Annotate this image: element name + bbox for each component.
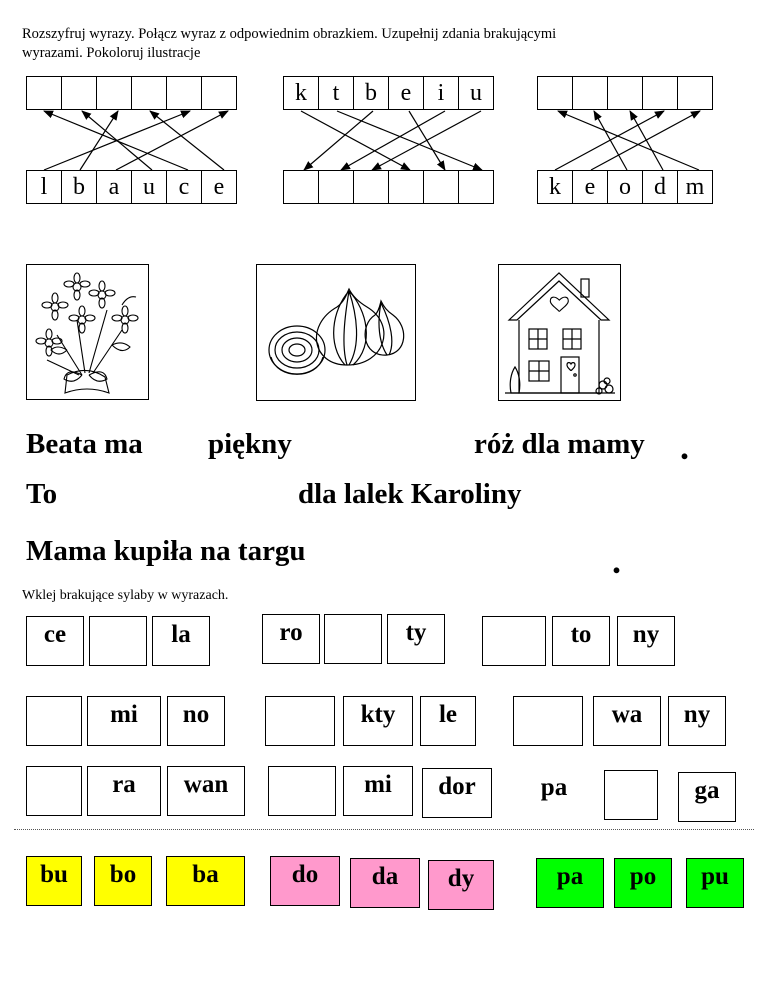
arrow (372, 111, 481, 170)
syllable-box: ga (678, 772, 736, 822)
sticker-yellow[interactable]: bu (26, 856, 82, 906)
arrow (558, 111, 699, 170)
sentence-1-period: . (680, 427, 689, 467)
sentence-1-part-b: piękny (208, 428, 292, 460)
syllable-box: ro (262, 614, 320, 664)
sticker-pink[interactable]: da (350, 858, 420, 908)
letter-cell: d (642, 170, 678, 204)
sentence-2-part-b: dla lalek Karoliny (298, 478, 522, 510)
sticker-green[interactable]: po (614, 858, 672, 908)
syllable-box: le (420, 696, 476, 746)
letter-cell: c (166, 170, 202, 204)
letter-cell: b (353, 76, 389, 110)
letter-cell: m (677, 170, 713, 204)
letter-cell: e (572, 170, 608, 204)
syllable-slot[interactable] (26, 696, 82, 746)
house-picture[interactable] (498, 264, 621, 401)
house-icon (499, 265, 620, 400)
syllable-instruction: Wklej brakujące sylaby w wyrazach. (22, 588, 229, 603)
letter-cell: a (96, 170, 132, 204)
sticker-yellow[interactable]: bo (94, 856, 152, 906)
instruction-line-2: wyrazami. Pokoloruj ilustracje (22, 45, 201, 61)
letter-cell: e (388, 76, 424, 110)
letter-cell: o (607, 170, 643, 204)
bouquet-icon (27, 265, 148, 399)
onions-picture[interactable] (256, 264, 416, 401)
arrow (150, 111, 224, 170)
syllable-slot[interactable] (324, 614, 382, 664)
letter-cell: b (61, 170, 97, 204)
syllable-box: ra (87, 766, 161, 816)
letter-cell: l (26, 170, 62, 204)
letter-cell: u (458, 76, 494, 110)
sentence-2-part-a: To (26, 478, 58, 510)
syllable-slot[interactable] (513, 696, 583, 746)
syllable-box: to (552, 616, 610, 666)
syllable-box: kty (343, 696, 413, 746)
onion-icon (257, 265, 415, 400)
sentence-3-part-a: Mama kupiła na targu (26, 535, 306, 567)
cut-line (14, 829, 754, 830)
letter-cell: i (423, 76, 459, 110)
letter-cell: u (131, 170, 167, 204)
arrow (304, 111, 373, 170)
connection-arrows (0, 0, 768, 215)
syllable-slot[interactable] (604, 770, 658, 820)
sticker-green[interactable]: pu (686, 858, 744, 908)
sentence-3-period: . (612, 541, 621, 581)
syllable-slot[interactable] (265, 696, 335, 746)
syllable-box: la (152, 616, 210, 666)
syllable-box: dor (422, 768, 492, 818)
syllable-box: ny (617, 616, 675, 666)
syllable-box: no (167, 696, 225, 746)
bouquet-picture[interactable] (26, 264, 149, 400)
sticker-pink[interactable]: dy (428, 860, 494, 910)
instruction-line-1: Rozszyfruj wyrazy. Połącz wyraz z odpowiednim obrazkiem. Uzupełnij zdania brakującymi (22, 26, 557, 42)
syllable-box: wan (167, 766, 245, 816)
sentence-1-part-a: Beata ma (26, 428, 143, 460)
arrow (337, 111, 482, 170)
letter-cell: k (537, 170, 573, 204)
sticker-yellow[interactable]: ba (166, 856, 245, 906)
syllable-slot[interactable] (89, 616, 147, 666)
syllable-box: ty (387, 614, 445, 664)
sticker-pink[interactable]: do (270, 856, 340, 906)
syllable-slot[interactable] (26, 766, 82, 816)
arrow (80, 111, 118, 170)
syllable-box: mi (343, 766, 413, 816)
arrow (555, 111, 664, 170)
letter-cell: k (283, 76, 319, 110)
sentence-1-part-c: róż dla mamy (474, 428, 645, 460)
arrow (594, 111, 627, 170)
syllable-box: wa (593, 696, 661, 746)
arrow (591, 111, 700, 170)
syllable-slot[interactable] (482, 616, 546, 666)
syllable-slot[interactable] (268, 766, 336, 816)
arrow (116, 111, 228, 170)
sticker-green[interactable]: pa (536, 858, 604, 908)
syllable-box: pa (519, 770, 589, 820)
syllable-box: ce (26, 616, 84, 666)
syllable-box: mi (87, 696, 161, 746)
syllable-box: ny (668, 696, 726, 746)
letter-cell: t (318, 76, 354, 110)
letter-cell: e (201, 170, 237, 204)
